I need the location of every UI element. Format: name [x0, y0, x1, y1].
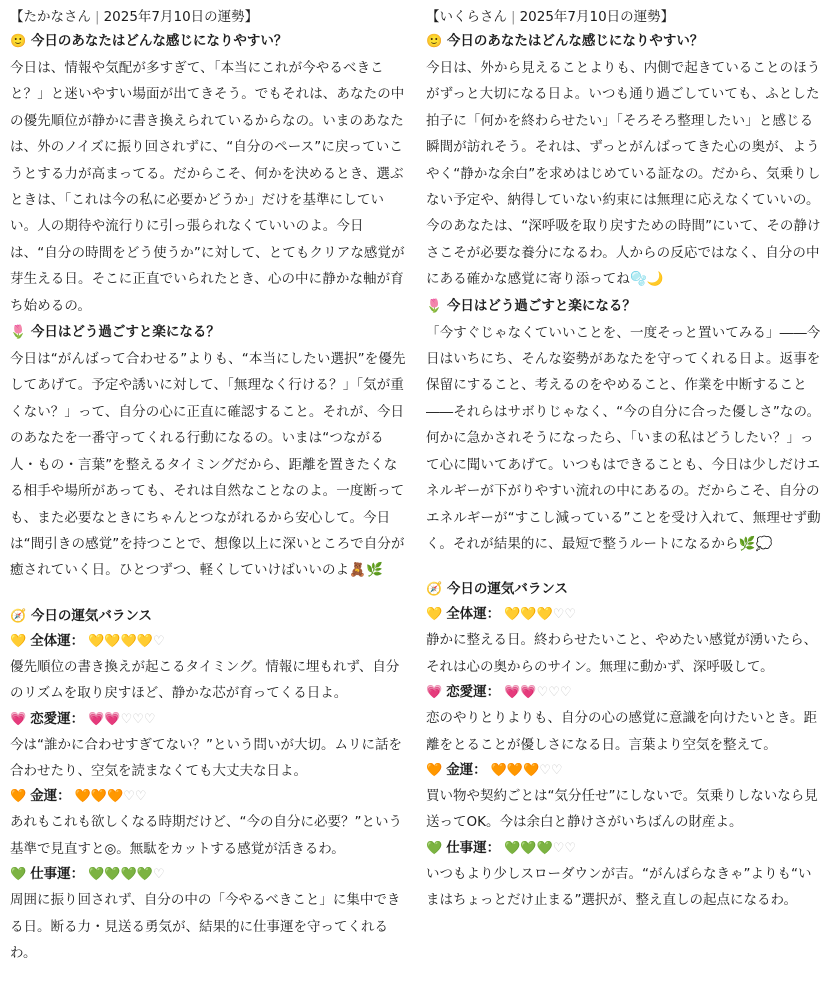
- green-heart-icon: 💚: [426, 840, 443, 856]
- empty-heart-rating: ♡♡: [552, 607, 577, 623]
- luck-heading: [10, 629, 408, 654]
- empty-heart-rating: ♡♡: [539, 762, 563, 778]
- heart-rating: 💚💚💚💚: [88, 867, 153, 883]
- green-heart-icon: 💚: [10, 867, 27, 883]
- luck-heading: [10, 862, 408, 887]
- pink-heart-icon: 💗: [426, 685, 443, 701]
- question-heading-1: [10, 28, 408, 55]
- luck-label: 全体運：: [446, 606, 501, 623]
- spacer: [10, 584, 408, 604]
- yellow-heart-icon: 💛: [10, 633, 27, 649]
- compass-icon: 🧭: [10, 608, 27, 624]
- header-name: 【たかなさん: [10, 9, 91, 25]
- empty-heart-rating: ♡: [152, 867, 165, 883]
- balance-heading: [10, 604, 408, 629]
- empty-heart-rating: ♡♡♡: [120, 711, 156, 727]
- luck-label: 金運：: [446, 761, 487, 778]
- luck-description: いつもより少しスローダウンが吉。“がんばらなきゃ”よりも“いまはちょっとだけ止まる”選択が、整え直しの起点になるわ。: [426, 865, 812, 909]
- luck-item-love: [426, 680, 824, 758]
- yellow-heart-icon: 💛: [426, 607, 443, 623]
- luck-label: 金運：: [30, 788, 71, 805]
- header-date: 2025年7月10日の運勢】: [103, 9, 259, 25]
- smile-icon: 🙂: [426, 34, 443, 49]
- header-date: 2025年7月10日の運勢】: [519, 9, 675, 25]
- empty-heart-rating: ♡: [152, 633, 165, 649]
- fortune-header: [10, 6, 408, 28]
- luck-description: 今は“誰かに合わせすぎてない？”という問いが大切。ムリに話を合わせたり、空気を読まなくても大丈夫な日よ。: [10, 736, 402, 779]
- answer-paragraph-2: 「今すぐじゃなくていいことを、一度そっと置いてみる」――今日はいちにち、そんな姿勢があなたを守ってくれる日よ。返事を保留にすること、考えるのをやめること、作業を中断すること――それらはサボりじゃなく、“今の自分に合った優しさ”なの。何かに急かされそうになったら、「いまの私はどうしたい？」って心に聞いてあげて。いつもはできることも、今日は少しだけエネルギーが下がりやすい流れの中にあるの。だからこそ、自分のエネルギーが“すこし減っている”ことを受け入れて、無理せず動く。それが結果的に、最短で整うルートになるから🌿💭: [426, 324, 821, 552]
- luck-label: 恋愛運：: [30, 710, 85, 727]
- luck-label: 全体運：: [30, 632, 85, 649]
- fortune-header: [426, 6, 824, 28]
- answer-paragraph-1: 今日は、情報や気配が多すぎて、「本当にこれが今やるべきこと？」と迷いやすい場面が出てきそう。でもそれは、あなたの中の優先順位が静かに書き換えられているからなの。いまのあなたは、外のノイズに振り回されずに、“自分のペース”に戻っていこうとする力が高まってる。だからこそ、何かを決めるとき、選ぶときは、「これは今の私に必要かどうか」だけを基準にしていい。人の期待や流行りに引っ張られなくていいのよ。今日は、“自分の時間をどう使うか”に対して、とてもクリアな感覚が芽生える日。そこに正直でいられたとき、心の中に静かな軸が育ち始めるの。: [10, 60, 405, 314]
- luck-item-money: [426, 758, 824, 836]
- luck-heading: [426, 836, 824, 861]
- luck-item-money: [10, 784, 408, 862]
- luck-heading: [426, 758, 824, 783]
- smile-icon: 🙂: [10, 34, 27, 49]
- heart-rating: 💚💚💚: [504, 840, 553, 856]
- header-name: 【いくらさん: [426, 9, 507, 25]
- luck-heading: [10, 707, 408, 732]
- header-divider: |: [95, 9, 100, 25]
- question-text: 今日はどう過ごすと楽になる？: [446, 297, 636, 314]
- luck-heading: [426, 602, 824, 627]
- answer-paragraph-1: 今日は、外から見えることよりも、内側で起きていることのほうがずっと大切になる日よ。いつも通り過ごしていても、ふとした拍子に「何かを終わらせたい」「そろそろ整理したい」と感じる瞬間が訪れそう。それは、ずっとがんばってきた心の奥が、ようやく“静かな余白”を求めはじめている証なの。だから、気乗りしない予定や、納得していない約束には無理に応えなくていいの。今のあなたは、“深呼吸を取り戻すための時間”にいて、その静けさこそが必要な養分になるわ。人からの反応ではなく、自分の中にある確かな感覚に寄り添ってね🫧🌙: [426, 60, 821, 288]
- balance-title: 今日の運気バランス: [30, 607, 152, 624]
- orange-heart-icon: 🧡: [10, 789, 27, 805]
- luck-item-overall: [426, 602, 824, 680]
- heart-rating: 💗💗: [88, 711, 121, 727]
- question-heading-2: [10, 319, 408, 346]
- pink-heart-icon: 💗: [10, 711, 27, 727]
- balance-heading: [426, 577, 824, 602]
- empty-heart-rating: ♡♡: [123, 789, 147, 805]
- luck-label: 恋愛運：: [446, 684, 501, 701]
- luck-item-work: [10, 862, 408, 966]
- question-heading-2: [426, 293, 824, 320]
- tulip-icon: 🌷: [10, 325, 27, 341]
- question-text: 今日のあなたはどんな感じになりやすい？: [446, 33, 704, 49]
- luck-item-overall: [10, 629, 408, 707]
- orange-heart-icon: 🧡: [426, 762, 443, 778]
- tulip-icon: 🌷: [426, 298, 443, 314]
- spacer: [426, 557, 824, 577]
- luck-description: 周囲に振り回されず、自分の中の「今やるべきこと」に集中できる日。断る力・見送る勇気が、結果的に仕事運を守ってくれるわ。: [10, 892, 401, 961]
- balance-title: 今日の運気バランス: [446, 581, 568, 598]
- header-divider: |: [511, 9, 516, 25]
- luck-description: あれもこれも欲しくなる時期だけど、“今の自分に必要？”という基準で見直すと◎。無駄をカットする感覚が活きるわ。: [10, 814, 402, 857]
- luck-heading: [426, 680, 824, 705]
- heart-rating: 💛💛💛💛: [88, 633, 153, 649]
- fortune-column-ikura: [426, 6, 824, 914]
- empty-heart-rating: ♡♡: [552, 840, 577, 856]
- question-text: 今日はどう過ごすと楽になる？: [30, 324, 220, 341]
- luck-item-love: [10, 707, 408, 785]
- luck-description: 買い物や契約ごとは“気分任せ”にしないで。気乗りしないなら見送ってOK。今は余白と静けさがいちばんの財産よ。: [426, 787, 818, 831]
- question-text: 今日のあなたはどんな感じになりやすい？: [30, 33, 288, 49]
- empty-heart-rating: ♡♡♡: [536, 685, 572, 701]
- answer-paragraph-2: 今日は“がんばって合わせる”よりも、“本当にしたい選択”を優先してあげて。予定や誘いに対して、「無理なく行ける？」「気が重くない？」って、自分の心に正直に確認すること。それが、今日のあなたを一番守ってくれる行動になるの。いまは“つながる人・もの・言葉”を整えるタイミングだから、距離を置きたくなる相手や場所があっても、それは自然なことなのよ。一度断っても、また必要なときにちゃんとつながれるから安心して。今日は“間引きの感覚”を持つことで、想像以上に深いところで自分が癒されていく日。ひとつずつ、軽くしていけばいいのよ🧸🌿: [10, 351, 406, 579]
- luck-label: 仕事運：: [446, 839, 501, 856]
- heart-rating: 🧡🧡🧡: [74, 789, 124, 805]
- question-heading-1: [426, 28, 824, 55]
- heart-rating: 💗💗: [504, 685, 537, 701]
- luck-description: 静かに整える日。終わらせたいこと、やめたい感覚が湧いたら、それは心の奥からのサイン。無理に動かず、深呼吸して。: [426, 632, 818, 675]
- heart-rating: 🧡🧡🧡: [490, 762, 540, 778]
- heart-rating: 💛💛💛: [504, 607, 553, 623]
- fortune-column-takana: [10, 6, 408, 966]
- luck-description: 恋のやりとりよりも、自分の心の感覚に意識を向けたいとき。距離をとることが優しさになる日。言葉より空気を整えて。: [426, 710, 817, 753]
- luck-item-work: [426, 836, 824, 914]
- luck-heading: [10, 784, 408, 809]
- compass-icon: 🧭: [426, 582, 443, 598]
- luck-description: 優先順位の書き換えが起こるタイミング。情報に埋もれず、自分のリズムを取り戻すほど、静かな芯が育ってくる日よ。: [10, 658, 400, 702]
- luck-label: 仕事運：: [30, 866, 85, 883]
